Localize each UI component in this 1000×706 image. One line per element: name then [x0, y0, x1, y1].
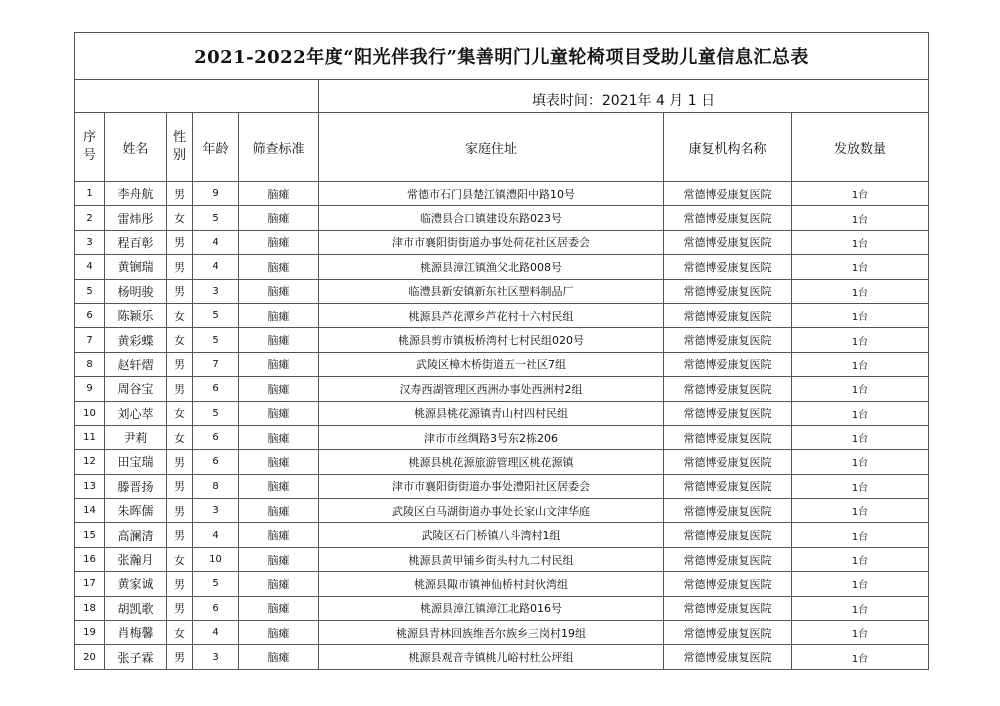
table-title: 2021-2022年度“阳光伴我行”集善明门儿童轮椅项目受助儿童信息汇总表: [75, 33, 929, 80]
row-screening: 脑瘫: [239, 401, 319, 425]
row-index: 10: [75, 401, 105, 425]
table-row: [75, 523, 929, 547]
row-institution: 常德博爱康复医院: [664, 499, 792, 523]
row-age: 4: [193, 230, 239, 254]
row-age: 3: [193, 279, 239, 303]
row-age: 5: [193, 303, 239, 327]
row-address: 津市市丝绸路3号东2栋206: [319, 425, 664, 449]
header-institution: 康复机构名称: [664, 113, 792, 182]
row-age: 4: [193, 621, 239, 645]
row-gender: 男: [167, 279, 193, 303]
header-gender: 性 别: [167, 113, 193, 182]
row-age: 3: [193, 499, 239, 523]
row-institution: 常德博爱康复医院: [664, 547, 792, 571]
table-row: [75, 303, 929, 327]
row-quantity: 1台: [792, 499, 929, 523]
row-institution: 常德博爱康复医院: [664, 474, 792, 498]
row-index: 7: [75, 328, 105, 352]
row-address: 临澧县合口镇建设东路023号: [319, 206, 664, 230]
row-gender: 男: [167, 645, 193, 669]
row-index: 9: [75, 377, 105, 401]
row-name: 李舟航: [105, 182, 167, 206]
row-quantity: 1台: [792, 547, 929, 571]
row-name: 程百彰: [105, 230, 167, 254]
row-quantity: 1台: [792, 303, 929, 327]
row-age: 5: [193, 206, 239, 230]
row-screening: 脑瘫: [239, 596, 319, 620]
header-row: [75, 113, 929, 182]
table-row: [75, 645, 929, 669]
row-screening: 脑瘫: [239, 230, 319, 254]
row-gender: 女: [167, 425, 193, 449]
row-quantity: 1台: [792, 425, 929, 449]
row-index: 2: [75, 206, 105, 230]
row-quantity: 1台: [792, 182, 929, 206]
row-address: 武陵区白马湖街道办事处长家山文津华庭: [319, 499, 664, 523]
row-index: 11: [75, 425, 105, 449]
table-row: [75, 401, 929, 425]
row-screening: 脑瘫: [239, 645, 319, 669]
row-age: 9: [193, 182, 239, 206]
row-name: 雷炜彤: [105, 206, 167, 230]
row-age: 6: [193, 450, 239, 474]
row-quantity: 1台: [792, 206, 929, 230]
row-gender: 女: [167, 401, 193, 425]
row-quantity: 1台: [792, 255, 929, 279]
row-institution: 常德博爱康复医院: [664, 182, 792, 206]
row-institution: 常德博爱康复医院: [664, 523, 792, 547]
row-institution: 常德博爱康复医院: [664, 401, 792, 425]
row-name: 田宝瑞: [105, 450, 167, 474]
row-name: 黄家诚: [105, 572, 167, 596]
row-quantity: 1台: [792, 523, 929, 547]
header-age: 年龄: [193, 113, 239, 182]
row-gender: 男: [167, 450, 193, 474]
table-row: [75, 572, 929, 596]
row-institution: 常德博爱康复医院: [664, 377, 792, 401]
row-address: 桃源县陬市镇神仙桥村封伙湾组: [319, 572, 664, 596]
row-address: 临澧县新安镇新东社区塑料制品厂: [319, 279, 664, 303]
row-index: 5: [75, 279, 105, 303]
row-screening: 脑瘫: [239, 499, 319, 523]
row-name: 黄锎瑞: [105, 255, 167, 279]
date-row-blank: [75, 80, 319, 113]
row-index: 14: [75, 499, 105, 523]
table-row: [75, 352, 929, 376]
row-address: 汉寿西湖管理区西洲办事处西洲村2组: [319, 377, 664, 401]
row-quantity: 1台: [792, 328, 929, 352]
row-name: 高澜清: [105, 523, 167, 547]
row-name: 张子霖: [105, 645, 167, 669]
row-index: 6: [75, 303, 105, 327]
row-screening: 脑瘫: [239, 377, 319, 401]
table-row: [75, 230, 929, 254]
row-index: 8: [75, 352, 105, 376]
row-institution: 常德博爱康复医院: [664, 425, 792, 449]
row-address: 桃源县观音寺镇桃儿峪村杜公坪组: [319, 645, 664, 669]
row-gender: 女: [167, 206, 193, 230]
table-body: [75, 182, 929, 670]
row-quantity: 1台: [792, 645, 929, 669]
table-row: [75, 547, 929, 571]
row-age: 3: [193, 645, 239, 669]
row-name: 周谷宝: [105, 377, 167, 401]
row-gender: 男: [167, 499, 193, 523]
row-index: 16: [75, 547, 105, 571]
row-name: 陈颖乐: [105, 303, 167, 327]
row-screening: 脑瘫: [239, 547, 319, 571]
row-institution: 常德博爱康复医院: [664, 303, 792, 327]
row-screening: 脑瘫: [239, 303, 319, 327]
header-index: 序 号: [75, 113, 105, 182]
row-institution: 常德博爱康复医院: [664, 206, 792, 230]
row-address: 桃源县青林回族维吾尔族乡三岗村19组: [319, 621, 664, 645]
row-age: 5: [193, 401, 239, 425]
row-index: 20: [75, 645, 105, 669]
row-gender: 男: [167, 182, 193, 206]
row-age: 10: [193, 547, 239, 571]
row-name: 胡凯歌: [105, 596, 167, 620]
row-institution: 常德博爱康复医院: [664, 450, 792, 474]
row-quantity: 1台: [792, 279, 929, 303]
row-age: 6: [193, 596, 239, 620]
row-address: 津市市襄阳街街道办事处澧阳社区居委会: [319, 474, 664, 498]
row-quantity: 1台: [792, 572, 929, 596]
table-row: [75, 499, 929, 523]
row-institution: 常德博爱康复医院: [664, 645, 792, 669]
row-age: 8: [193, 474, 239, 498]
row-index: 3: [75, 230, 105, 254]
row-index: 19: [75, 621, 105, 645]
row-address: 桃源县芦花潭乡芦花村十六村民组: [319, 303, 664, 327]
row-institution: 常德博爱康复医院: [664, 230, 792, 254]
row-name: 刘心萃: [105, 401, 167, 425]
table-row: [75, 377, 929, 401]
row-address: 津市市襄阳街街道办事处荷花社区居委会: [319, 230, 664, 254]
row-index: 4: [75, 255, 105, 279]
row-quantity: 1台: [792, 621, 929, 645]
row-quantity: 1台: [792, 596, 929, 620]
row-index: 13: [75, 474, 105, 498]
table-row: [75, 328, 929, 352]
children-info-table: [74, 32, 929, 670]
row-address: 桃源县剪市镇板桥湾村七村民组020号: [319, 328, 664, 352]
row-name: 黄彩蝶: [105, 328, 167, 352]
row-address: 桃源县桃花源镇青山村四村民组: [319, 401, 664, 425]
table-row: [75, 425, 929, 449]
row-age: 5: [193, 572, 239, 596]
row-screening: 脑瘫: [239, 206, 319, 230]
row-age: 6: [193, 425, 239, 449]
row-screening: 脑瘫: [239, 352, 319, 376]
row-gender: 男: [167, 523, 193, 547]
row-screening: 脑瘫: [239, 621, 319, 645]
row-institution: 常德博爱康复医院: [664, 279, 792, 303]
header-screening: 筛查标准: [239, 113, 319, 182]
row-index: 12: [75, 450, 105, 474]
row-quantity: 1台: [792, 352, 929, 376]
row-screening: 脑瘫: [239, 523, 319, 547]
header-quantity: 发放数量: [792, 113, 929, 182]
row-gender: 女: [167, 303, 193, 327]
row-quantity: 1台: [792, 401, 929, 425]
row-institution: 常德博爱康复医院: [664, 352, 792, 376]
row-screening: 脑瘫: [239, 450, 319, 474]
row-institution: 常德博爱康复医院: [664, 621, 792, 645]
row-age: 4: [193, 255, 239, 279]
row-name: 朱晖儒: [105, 499, 167, 523]
header-name: 姓名: [105, 113, 167, 182]
row-gender: 男: [167, 474, 193, 498]
table-row: [75, 621, 929, 645]
row-screening: 脑瘫: [239, 255, 319, 279]
row-address: 桃源县漳江镇漳江北路016号: [319, 596, 664, 620]
row-name: 肖梅馨: [105, 621, 167, 645]
row-age: 6: [193, 377, 239, 401]
row-quantity: 1台: [792, 377, 929, 401]
row-address: 常德市石门县楚江镇澧阳中路10号: [319, 182, 664, 206]
row-institution: 常德博爱康复医院: [664, 255, 792, 279]
row-screening: 脑瘫: [239, 425, 319, 449]
row-index: 15: [75, 523, 105, 547]
row-age: 5: [193, 328, 239, 352]
row-name: 杨明骏: [105, 279, 167, 303]
fill-date: 填表时间：2021年 4 月 1 日: [319, 80, 929, 113]
row-age: 7: [193, 352, 239, 376]
row-screening: 脑瘫: [239, 279, 319, 303]
row-address: 桃源县桃花源旅游管理区桃花源镇: [319, 450, 664, 474]
table-row: [75, 474, 929, 498]
row-gender: 男: [167, 377, 193, 401]
row-name: 尹莉: [105, 425, 167, 449]
row-address: 桃源县漳江镇渔父北路008号: [319, 255, 664, 279]
row-gender: 男: [167, 230, 193, 254]
row-gender: 女: [167, 328, 193, 352]
row-name: 张瀚月: [105, 547, 167, 571]
table-row: [75, 182, 929, 206]
row-gender: 女: [167, 621, 193, 645]
row-gender: 男: [167, 255, 193, 279]
row-quantity: 1台: [792, 474, 929, 498]
table-row: [75, 596, 929, 620]
table-row: [75, 255, 929, 279]
row-quantity: 1台: [792, 230, 929, 254]
row-screening: 脑瘫: [239, 182, 319, 206]
row-screening: 脑瘫: [239, 572, 319, 596]
row-gender: 男: [167, 572, 193, 596]
row-gender: 女: [167, 547, 193, 571]
row-index: 18: [75, 596, 105, 620]
table-row: [75, 450, 929, 474]
row-name: 滕晋扬: [105, 474, 167, 498]
row-address: 武陵区樟木桥街道五一社区7组: [319, 352, 664, 376]
row-gender: 男: [167, 596, 193, 620]
row-gender: 男: [167, 352, 193, 376]
row-index: 17: [75, 572, 105, 596]
summary-sheet: [74, 32, 928, 670]
row-screening: 脑瘫: [239, 474, 319, 498]
row-name: 赵轩熠: [105, 352, 167, 376]
row-index: 1: [75, 182, 105, 206]
table-row: [75, 206, 929, 230]
header-address: 家庭住址: [319, 113, 664, 182]
row-institution: 常德博爱康复医院: [664, 328, 792, 352]
table-row: [75, 279, 929, 303]
row-address: 桃源县黄甲铺乡街头村九二村民组: [319, 547, 664, 571]
row-address: 武陵区石门桥镇八斗湾村1组: [319, 523, 664, 547]
row-institution: 常德博爱康复医院: [664, 596, 792, 620]
row-screening: 脑瘫: [239, 328, 319, 352]
row-age: 4: [193, 523, 239, 547]
row-institution: 常德博爱康复医院: [664, 572, 792, 596]
row-quantity: 1台: [792, 450, 929, 474]
